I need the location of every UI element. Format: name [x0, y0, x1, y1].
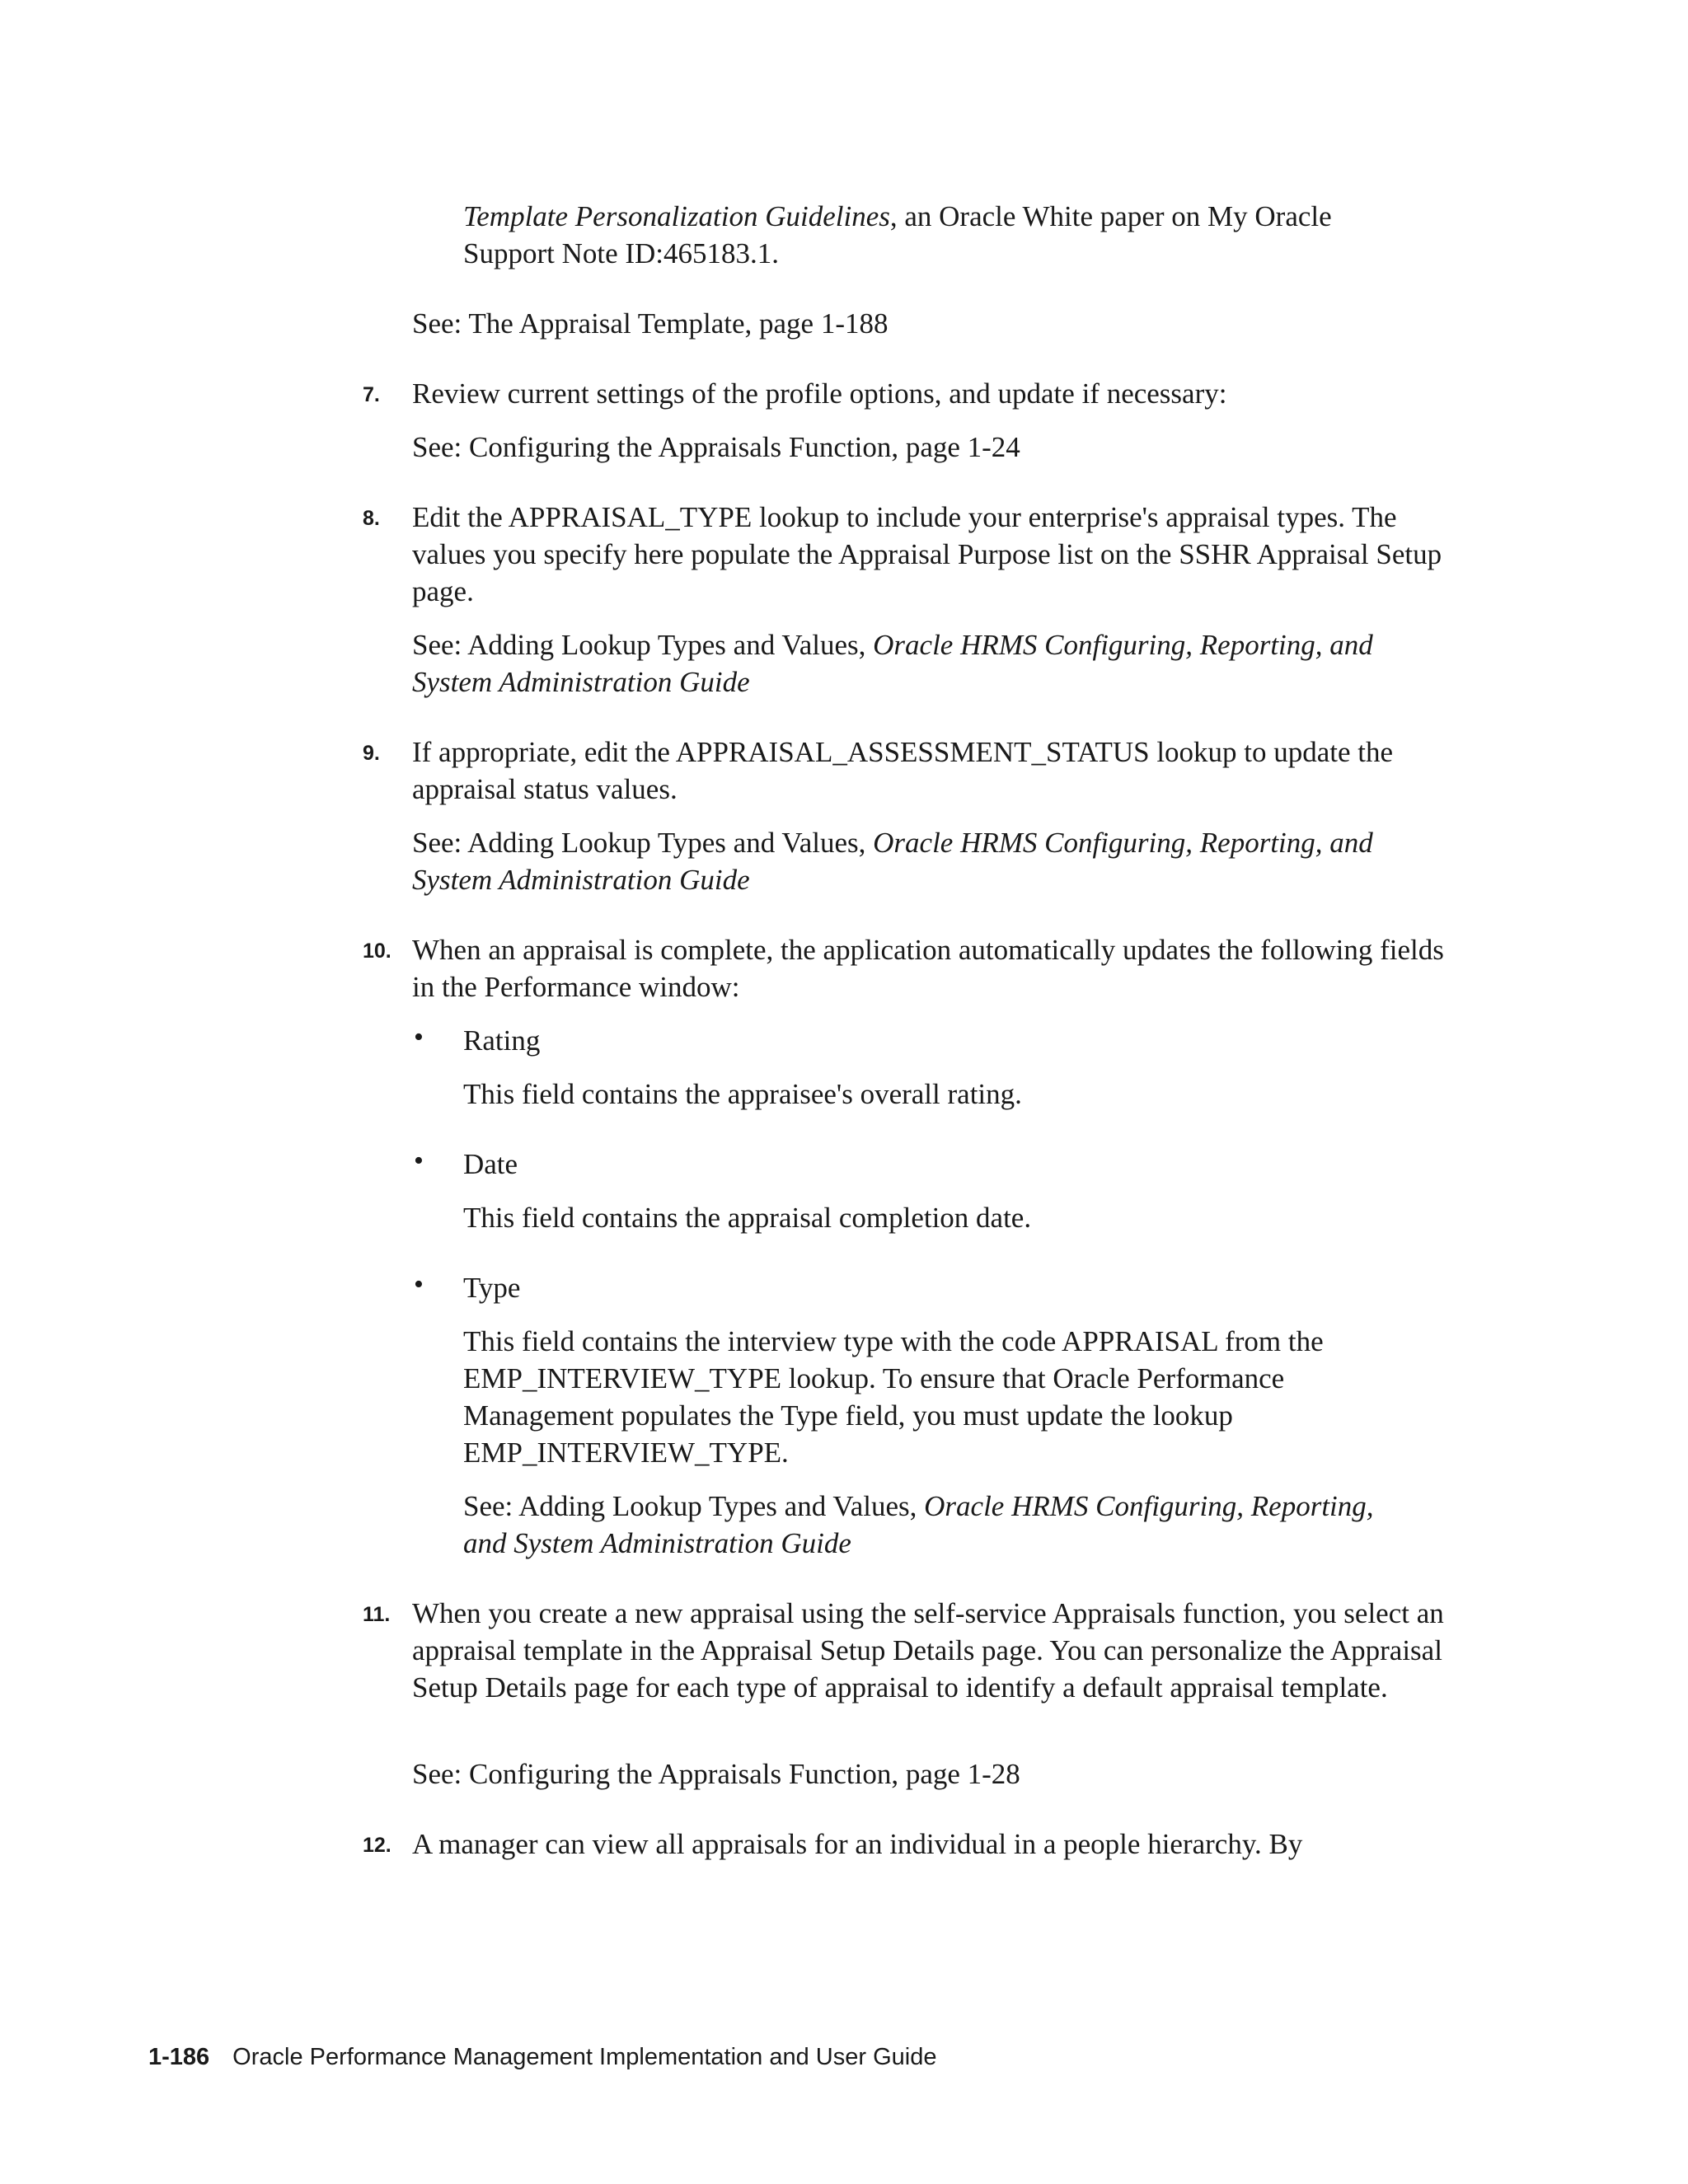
bullet-label: Rating — [463, 1024, 541, 1057]
page-footer — [148, 2044, 936, 2071]
footer-title: Oracle Performance Management Implementation and User Guide — [232, 2044, 937, 2070]
bullet-desc: This field contains the appraisee's overall rating. — [463, 1078, 1022, 1110]
step-number: 11. — [363, 1603, 391, 1626]
see-prefix: See: Adding Lookup Types and Values, — [412, 827, 874, 859]
step-number: 8. — [363, 507, 380, 530]
step-see: See: Configuring the Appraisals Function, page 1-24 — [412, 431, 1020, 463]
see-guide-title: Oracle HRMS Configuring, Reporting, and System Administration Guide — [412, 827, 1373, 896]
step-text: When an appraisal is complete, the application automatically updates the following fields in the Performance window: — [412, 934, 1444, 1003]
intro-italic-title: Template Personalization Guidelines — [463, 200, 890, 232]
footer-page-number: 1-186 — [148, 2044, 210, 2070]
step-see — [412, 824, 1418, 898]
intro-rest: , an Oracle White paper on My Oracle Support Note ID:465183.1. — [463, 200, 1332, 269]
see-prefix: See: Adding Lookup Types and Values, — [463, 1490, 925, 1522]
step-text: A manager can view all appraisals for an individual in a people hierarchy. By — [412, 1828, 1303, 1860]
bullet-desc: This field contains the appraisal completion date. — [463, 1202, 1032, 1234]
step-text: If appropriate, edit the APPRAISAL_ASSESSMENT_STATUS lookup to update the appraisal status values. — [412, 736, 1394, 805]
step-text: When you create a new appraisal using the self-service Appraisals function, you select an appraisal template in the Appraisal Setup Details page. You can personalize the Appraisal Setup Details page for each type of appraisal to identify a default appraisal template. — [412, 1597, 1444, 1704]
bullet-label: Date — [463, 1148, 518, 1180]
step-see: See: Configuring the Appraisals Function, page 1-28 — [412, 1758, 1020, 1790]
step-text: Review current settings of the profile options, and update if necessary: — [412, 377, 1227, 410]
intro-see: See: The Appraisal Template, page 1-188 — [412, 307, 889, 340]
step-text: Edit the APPRAISAL_TYPE lookup to include your enterprise's appraisal types. The values you specify here populate the Appraisal Purpose list on the SSHR Appraisal Setup page. — [412, 501, 1442, 607]
see-guide-title: Oracle HRMS Configuring, Reporting, and System Administration Guide — [463, 1490, 1374, 1559]
bullet-see — [463, 1488, 1395, 1562]
bullet-desc: This field contains the interview type with the code APPRAISAL from the EMP_INTERVIEW_TYPE lookup. To ensure that Oracle Performance Management populates the Type field, you must update the lookup EMP_INTERVIEW_TYPE. — [463, 1325, 1324, 1469]
bullet-label: Type — [463, 1272, 521, 1304]
step-see — [412, 626, 1418, 701]
step-number: 9. — [363, 742, 380, 765]
step-number: 7. — [363, 383, 380, 406]
bullet-dot: • — [414, 1146, 424, 1176]
step-number: 10. — [363, 940, 392, 963]
see-guide-title: Oracle HRMS Configuring, Reporting, and System Administration Guide — [412, 629, 1373, 698]
bullet-dot: • — [414, 1022, 424, 1052]
bullet-dot: • — [414, 1269, 424, 1300]
step-number: 12. — [363, 1834, 392, 1857]
see-prefix: See: Adding Lookup Types and Values, — [412, 629, 874, 661]
intro-paragraph — [463, 198, 1386, 272]
